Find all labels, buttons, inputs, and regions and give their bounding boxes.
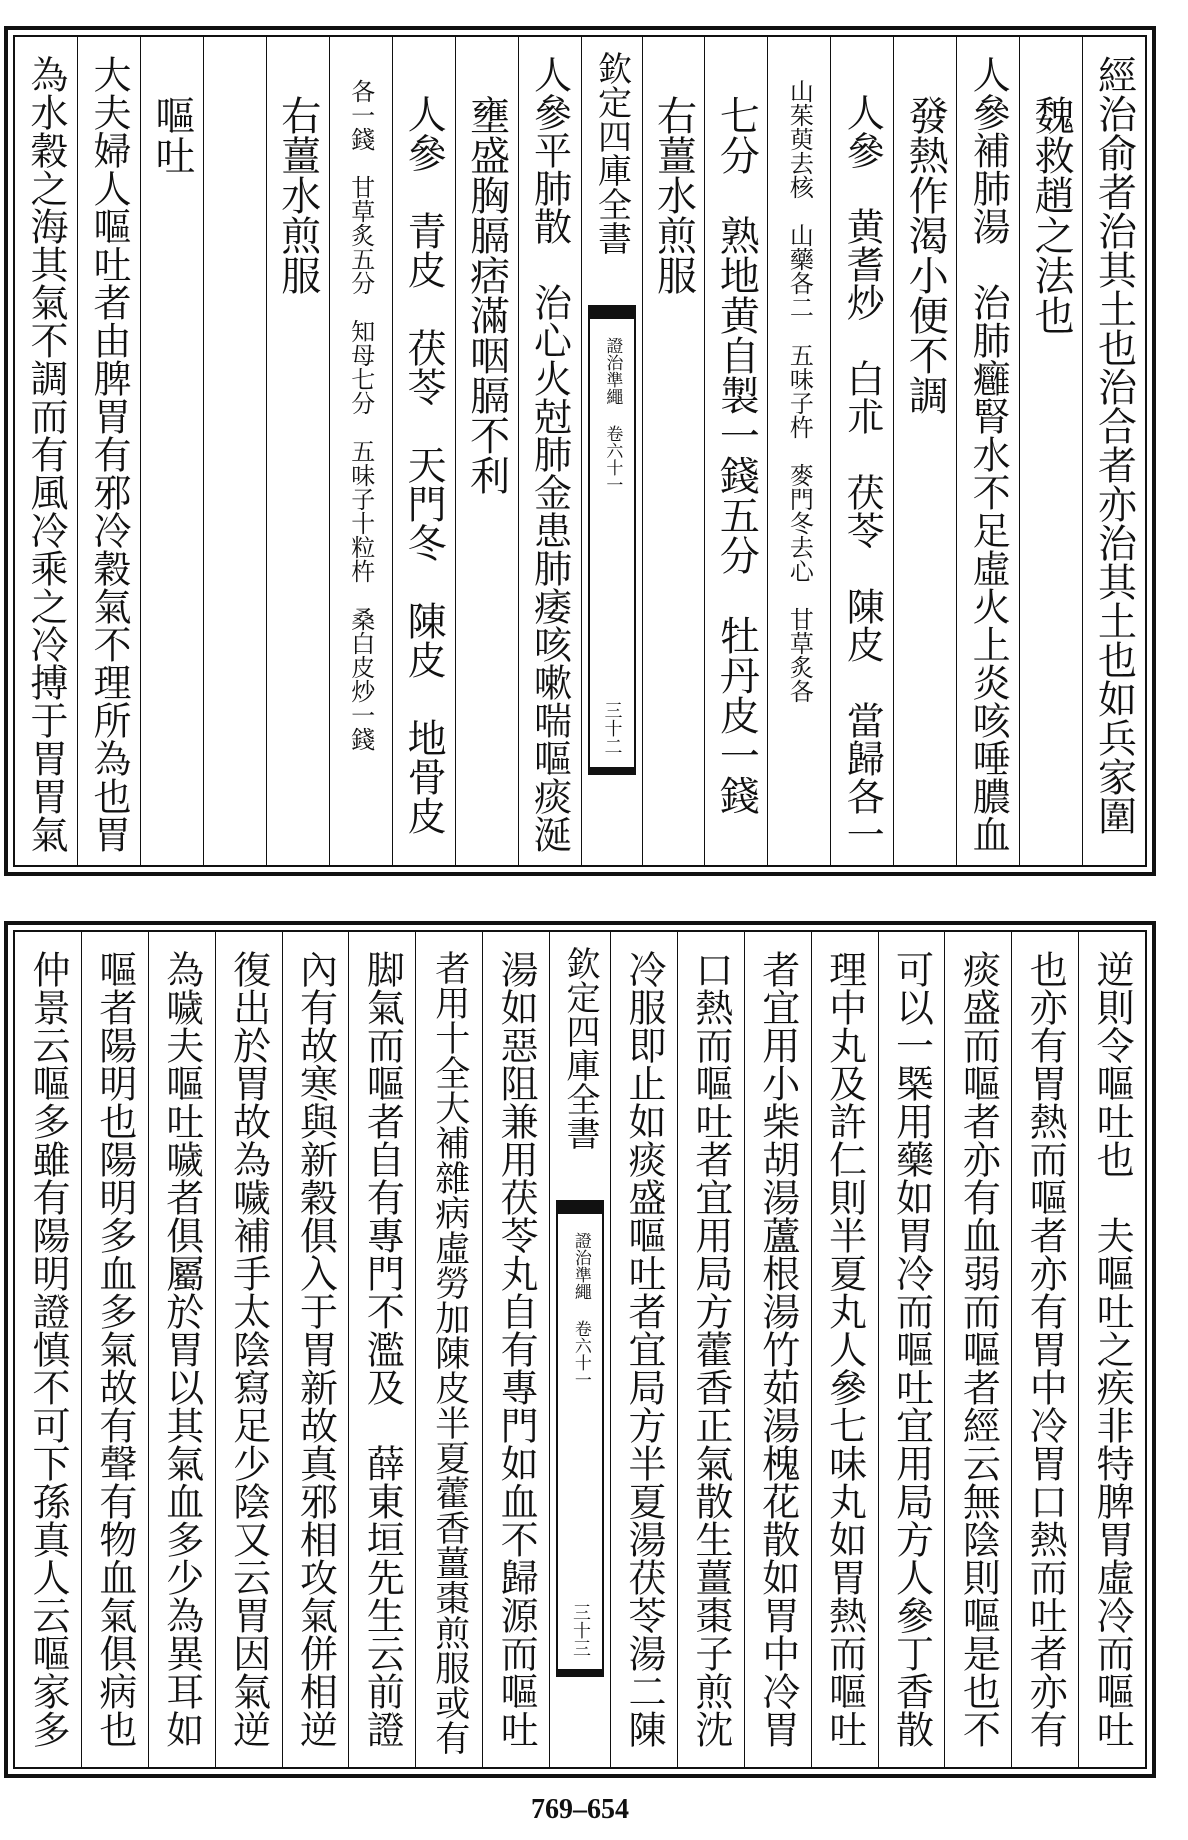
column-text: 山茱萸去核 山藥各二 五味子杵 麥門冬去心 甘草炙各 [785,55,814,703]
column-text: 者宜用小柴胡湯蘆根湯竹茹湯槐花散如胃中冷胃 [755,950,800,1748]
column-text: 人參 青皮 茯苓 天門冬 陳皮 地骨皮 [401,55,447,835]
text-column [1011,932,1078,1767]
text-column [392,37,455,865]
text-column [956,37,1019,865]
text-column [518,37,581,865]
text-column [878,932,945,1767]
column-text: 為水穀之海其氣不調而有風冷乘之冷搏于胃胃氣 [24,55,69,853]
text-column [81,932,148,1767]
column-text: 壅盛胸膈痞滿咽膈不利 [463,55,510,495]
column-text: 人參補肺湯 治肺癰腎水不足虛火上炎咳唾膿血 [966,55,1011,853]
page-spine [549,932,610,1767]
text-column [1019,37,1082,865]
column-text: 內有故寒與新穀俱入于胃新故真邪相攻氣併相逆 [293,950,338,1748]
page-bottom [4,921,1156,1778]
column-text: 為噦夫嘔吐噦者俱屬於胃以其氣血多少為異耳如 [159,950,204,1748]
column-text: 可以一槩用藥如胃冷而嘔吐宜用局方人參丁香散 [889,950,934,1748]
page-spine [581,37,642,865]
text-column [677,932,744,1767]
column-text: 湯如惡阻兼用茯苓丸自有專門如血不歸源而嘔吐 [494,950,539,1748]
text-column [744,932,811,1767]
text-column [767,37,830,865]
page-bottom-frame [13,930,1147,1769]
column-text: 人參平肺散 治心火尅肺金患肺痿咳嗽喘嘔痰涎 [527,55,572,853]
text-column [329,37,392,865]
text-column [148,932,215,1767]
column-text: 脚氣而嘔者自有專門不濫及 薛東垣先生云前證 [360,950,405,1748]
text-column [455,37,518,865]
column-text: 人參 黄耆炒 白朮 茯苓 陳皮 當歸各一 [840,55,885,853]
column-text: 大夫婦人嘔吐者由脾胃有邪冷穀氣不理所為也胃 [86,55,131,853]
text-column [1078,932,1145,1767]
page-top-frame [13,35,1147,867]
text-column [944,932,1011,1767]
column-text: 嘔者陽明也陽明多血多氣故有聲有物血氣俱病也 [92,950,137,1748]
text-column [415,932,482,1767]
column-text: 右薑水煎服 [274,55,321,295]
text-column [140,37,203,865]
page-number: 769–654 [531,1794,629,1825]
text-column [704,37,767,865]
spine-chapter: 證治準繩 卷六十一 [602,337,623,493]
text-column [1082,37,1145,865]
column-text: 者用十全大補雜病虛勞加陳皮半夏藿香薑棗煎服或有 [429,950,470,1755]
column-text: 逆則令嘔吐也 夫嘔吐之疾非特脾胃虛冷而嘔吐 [1090,950,1135,1748]
text-column [15,37,77,865]
text-column [282,932,349,1767]
text-column [266,37,329,865]
text-column [348,932,415,1767]
text-column [642,37,705,865]
page-top-columns [15,37,1145,865]
column-text: 右薑水煎服 [650,55,697,295]
text-column [482,932,549,1767]
text-column [203,37,266,865]
text-column [893,37,956,865]
column-text: 嘔吐 [148,55,195,175]
spine-book-title: 欽定四庫全書 [560,946,600,1150]
column-text: 理中丸及許仁則半夏丸人參七味丸如胃熱而嘔吐 [822,950,867,1748]
text-column [215,932,282,1767]
column-text: 各一錢 甘草炙五分 知母七分 五味子十粒杵 桑白皮炒一錢 [346,55,375,751]
column-text: 經治俞者治其土也治合者亦治其土也如兵家圍 [1091,55,1137,835]
column-text: 冷服即止如痰盛嘔吐者宜局方半夏湯茯苓湯二陳 [621,950,666,1748]
text-column [811,932,878,1767]
column-text: 口熱而嘔吐者宜用局方藿香正氣散生薑棗子煎沈 [688,950,733,1748]
spine-book-title: 欽定四庫全書 [591,51,632,255]
column-text: 七分 熟地黄自製一錢五分 牡丹皮一錢 [713,55,760,815]
column-text: 魏救趙之法也 [1028,55,1075,335]
column-text: 仲景云嘔多雖有陽明證慎不可下孫真人云嘔家多 [25,950,70,1748]
column-text: 痰盛而嘔者亦有血弱而嘔者經云無陰則嘔是也不 [956,950,1001,1748]
column-text: 復出於胃故為噦補手太陰寫足少陰又云胃因氣逆 [226,950,271,1748]
spine-page: 三十二 [601,701,623,755]
column-text: 也亦有胃熱而嘔者亦有胃中冷胃口熱而吐者亦有 [1023,950,1068,1748]
text-column [830,37,893,865]
page-bottom-columns [15,932,1145,1767]
column-text: 發熱作渴小便不調 [902,55,949,415]
spine-page: 三十三 [570,1603,591,1657]
spine-chapter: 證治準繩 卷六十一 [570,1232,591,1388]
text-column [610,932,677,1767]
text-column [15,932,81,1767]
page-top [4,26,1156,876]
text-column [77,37,140,865]
